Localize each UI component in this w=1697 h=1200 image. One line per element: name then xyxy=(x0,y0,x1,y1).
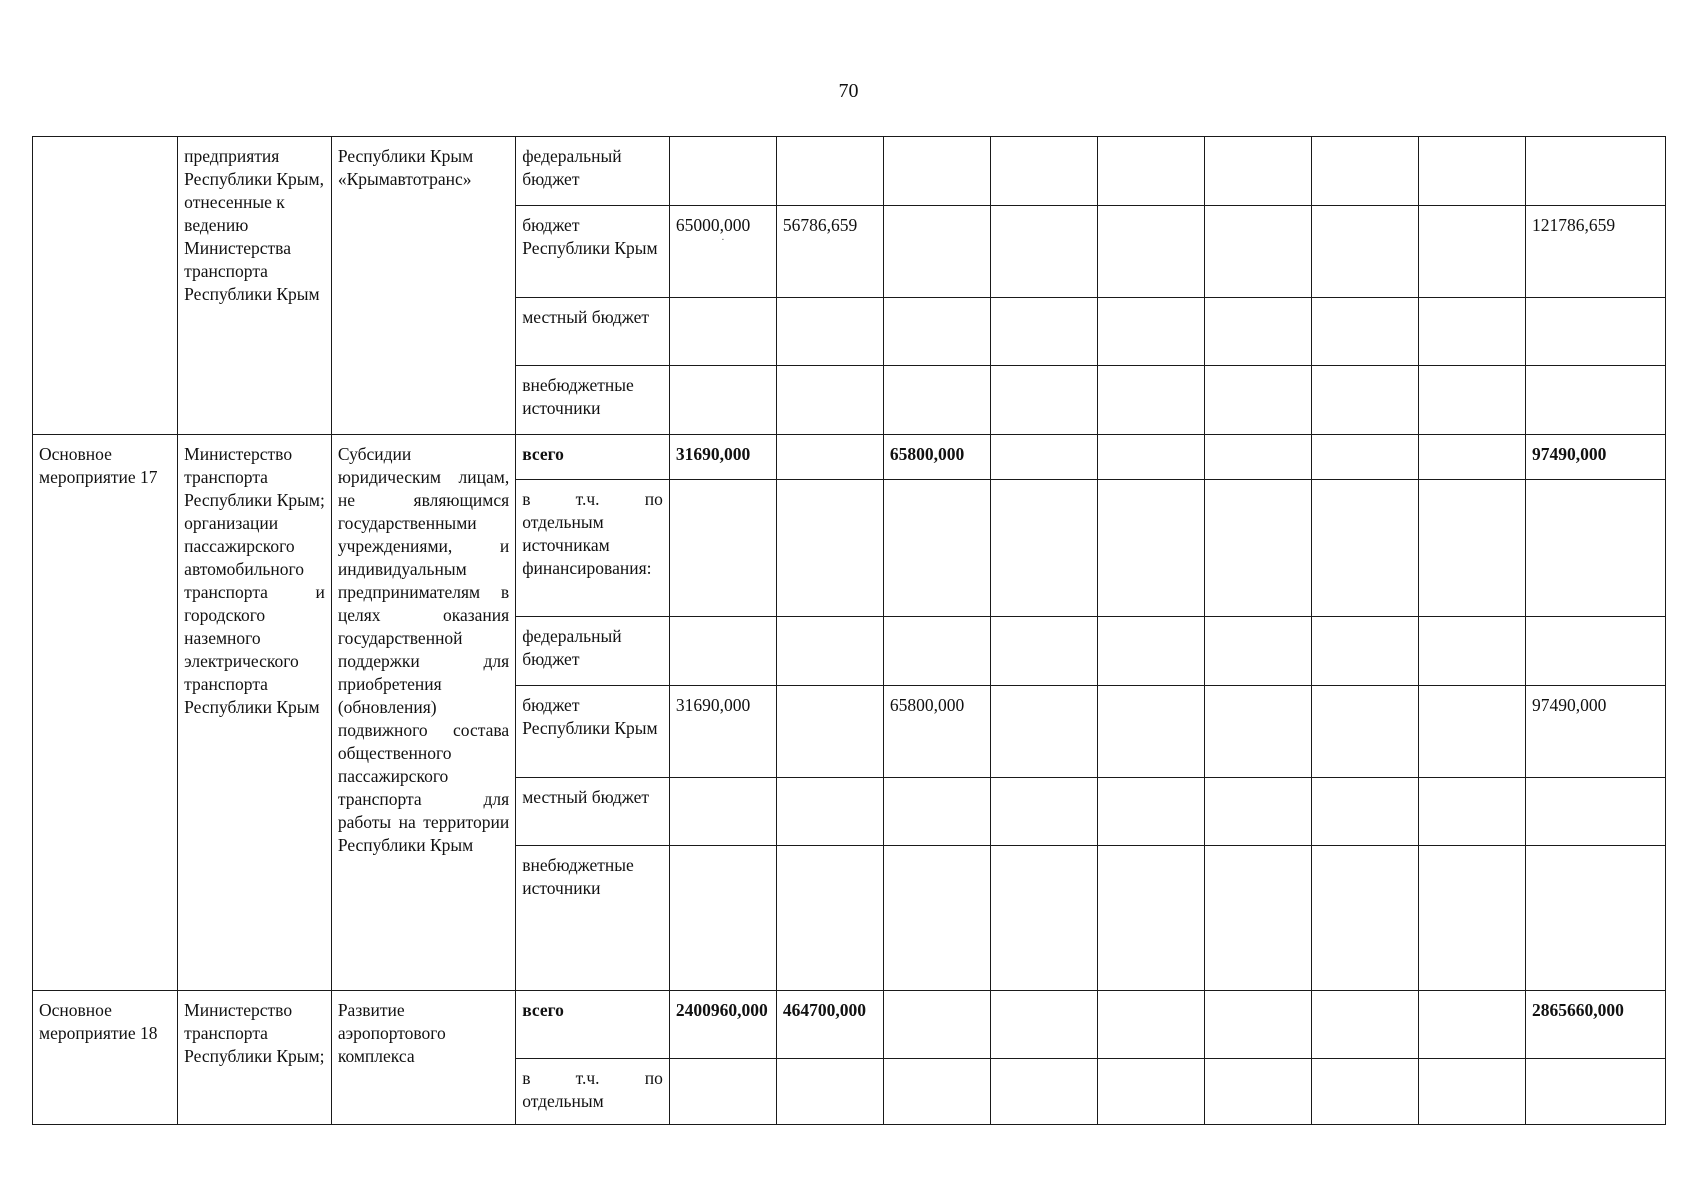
empty-cell xyxy=(1418,617,1525,686)
cell-source: бюджет Республики Крым xyxy=(516,686,670,778)
empty-cell xyxy=(990,366,1097,435)
empty-cell xyxy=(1311,366,1418,435)
empty-cell xyxy=(1311,778,1418,846)
empty-cell xyxy=(1097,206,1204,298)
cell-value: 31690,000 xyxy=(669,435,776,480)
empty-cell xyxy=(669,778,776,846)
empty-cell xyxy=(1418,846,1525,991)
empty-cell xyxy=(1311,298,1418,366)
cell-total: 97490,000 xyxy=(1525,435,1665,480)
empty-cell xyxy=(883,137,990,206)
table-row xyxy=(33,991,1666,1059)
empty-cell xyxy=(990,298,1097,366)
empty-cell xyxy=(1204,206,1311,298)
empty-cell xyxy=(669,846,776,991)
empty-cell xyxy=(1097,617,1204,686)
empty-cell xyxy=(1525,480,1665,617)
empty-cell xyxy=(1418,480,1525,617)
cell-value: 31690,000 xyxy=(669,686,776,778)
cell-value: 2400960,000 xyxy=(669,991,776,1059)
cell-total: 97490,000 xyxy=(1525,686,1665,778)
empty-cell xyxy=(883,206,990,298)
empty-cell xyxy=(1097,298,1204,366)
empty-cell xyxy=(1525,366,1665,435)
empty-cell xyxy=(776,846,883,991)
empty-cell xyxy=(1097,686,1204,778)
empty-cell xyxy=(990,846,1097,991)
cell-source: всего xyxy=(516,435,670,480)
cell-total: 121786,659 xyxy=(1525,206,1665,298)
empty-cell xyxy=(990,206,1097,298)
empty-cell xyxy=(883,480,990,617)
empty-cell xyxy=(1204,298,1311,366)
empty-cell xyxy=(1204,617,1311,686)
empty-cell xyxy=(1311,137,1418,206)
empty-cell xyxy=(1525,617,1665,686)
cell-total xyxy=(1525,137,1665,206)
empty-cell xyxy=(990,435,1097,480)
empty-cell xyxy=(776,617,883,686)
cell-source: бюджет Республики Крым xyxy=(516,206,670,298)
empty-cell xyxy=(776,435,883,480)
empty-cell xyxy=(1097,366,1204,435)
empty-cell xyxy=(990,617,1097,686)
empty-cell xyxy=(1204,137,1311,206)
cell-executor: Министерство транспорта Республики Крым; xyxy=(178,991,332,1125)
cell-source: в т.ч. по отдельным источникам финансирования: xyxy=(516,480,670,617)
empty-cell xyxy=(1418,991,1525,1059)
empty-cell xyxy=(1525,298,1665,366)
cell-source: всего xyxy=(516,991,670,1059)
empty-cell xyxy=(990,991,1097,1059)
cell-value: 65800,000 xyxy=(883,435,990,480)
cell-activity: Основное мероприятие 18 xyxy=(33,991,178,1125)
empty-cell xyxy=(1525,846,1665,991)
cell-measure: Развитие аэропортового комплекса xyxy=(331,991,515,1125)
empty-cell xyxy=(990,480,1097,617)
empty-cell xyxy=(1311,435,1418,480)
cell-value: 65800,000 xyxy=(883,686,990,778)
cell-executor: предприятия Республики Крым, отнесенные к ведению Министерства транспорта Республики Крым xyxy=(178,137,332,435)
empty-cell xyxy=(990,1059,1097,1125)
empty-cell xyxy=(776,686,883,778)
cell-value xyxy=(669,137,776,206)
empty-cell xyxy=(1418,1059,1525,1125)
empty-cell xyxy=(1097,846,1204,991)
empty-cell xyxy=(776,480,883,617)
empty-cell xyxy=(776,366,883,435)
cell-executor: Министерство транспорта Республики Крым; организации пассажирского автомобильного транспорта и городского наземного электрического транспорта Республики Крым xyxy=(178,435,332,991)
empty-cell xyxy=(1311,206,1418,298)
budget-table xyxy=(32,136,1666,1125)
empty-cell xyxy=(883,366,990,435)
empty-cell xyxy=(776,137,883,206)
empty-cell xyxy=(1311,991,1418,1059)
empty-cell xyxy=(883,846,990,991)
empty-cell xyxy=(990,686,1097,778)
empty-cell xyxy=(883,1059,990,1125)
empty-cell xyxy=(669,298,776,366)
empty-cell xyxy=(669,617,776,686)
empty-cell xyxy=(883,778,990,846)
empty-cell xyxy=(1204,846,1311,991)
cell-value: 56786,659 xyxy=(776,206,883,298)
page-number: 70 xyxy=(838,80,859,102)
cell-measure: Республики Крым «Крымавтотранс» xyxy=(331,137,515,435)
empty-cell xyxy=(1311,617,1418,686)
table-row xyxy=(33,137,1666,206)
empty-cell xyxy=(1525,1059,1665,1125)
empty-cell xyxy=(1097,778,1204,846)
empty-cell xyxy=(776,298,883,366)
empty-cell xyxy=(1418,298,1525,366)
cell-source: внебюджетные источники xyxy=(516,846,670,991)
empty-cell xyxy=(1097,137,1204,206)
empty-cell xyxy=(1418,137,1525,206)
empty-cell xyxy=(669,366,776,435)
cell-total: 2865660,000 xyxy=(1525,991,1665,1059)
empty-cell xyxy=(990,778,1097,846)
empty-cell xyxy=(1311,480,1418,617)
cell-measure: Субсидии юридическим лицам, не являющимся государственными учреждениями, и индивидуальным предпринимателям в целях оказания государственной поддержки для приобретения (обновления) подвижного состава общественного пассажирского транспорта для работы на территории Республики Крым xyxy=(331,435,515,991)
empty-cell xyxy=(1418,435,1525,480)
empty-cell xyxy=(1311,686,1418,778)
empty-cell xyxy=(1204,366,1311,435)
cell-source: федеральный бюджет xyxy=(516,137,670,206)
cell-source: в т.ч. по отдельным xyxy=(516,1059,670,1125)
empty-cell xyxy=(1097,435,1204,480)
empty-cell xyxy=(1418,686,1525,778)
cell-source: местный бюджет xyxy=(516,298,670,366)
empty-cell xyxy=(1418,366,1525,435)
empty-cell xyxy=(1097,1059,1204,1125)
empty-cell xyxy=(1525,778,1665,846)
empty-cell xyxy=(1097,991,1204,1059)
empty-cell xyxy=(1204,1059,1311,1125)
cell-activity: Основное мероприятие 17 xyxy=(33,435,178,991)
empty-cell xyxy=(1311,846,1418,991)
empty-cell xyxy=(883,298,990,366)
empty-cell xyxy=(883,617,990,686)
empty-cell xyxy=(1204,778,1311,846)
empty-cell xyxy=(776,1059,883,1125)
cell-source: федеральный бюджет xyxy=(516,617,670,686)
cell-value: 464700,000 xyxy=(776,991,883,1059)
empty-cell xyxy=(1204,686,1311,778)
cell-source: местный бюджет xyxy=(516,778,670,846)
empty-cell xyxy=(669,480,776,617)
empty-cell xyxy=(1097,480,1204,617)
empty-cell xyxy=(1204,480,1311,617)
empty-cell xyxy=(1311,1059,1418,1125)
empty-cell xyxy=(669,1059,776,1125)
empty-cell xyxy=(1418,206,1525,298)
cell-value: 65000,000 · xyxy=(669,206,776,298)
empty-cell xyxy=(990,137,1097,206)
empty-cell xyxy=(1204,435,1311,480)
empty-cell xyxy=(1204,991,1311,1059)
empty-cell xyxy=(776,778,883,846)
cell-activity xyxy=(33,137,178,435)
empty-cell xyxy=(1418,778,1525,846)
cell-source: внебюджетные источники xyxy=(516,366,670,435)
empty-cell xyxy=(883,991,990,1059)
table-row xyxy=(33,435,1666,480)
